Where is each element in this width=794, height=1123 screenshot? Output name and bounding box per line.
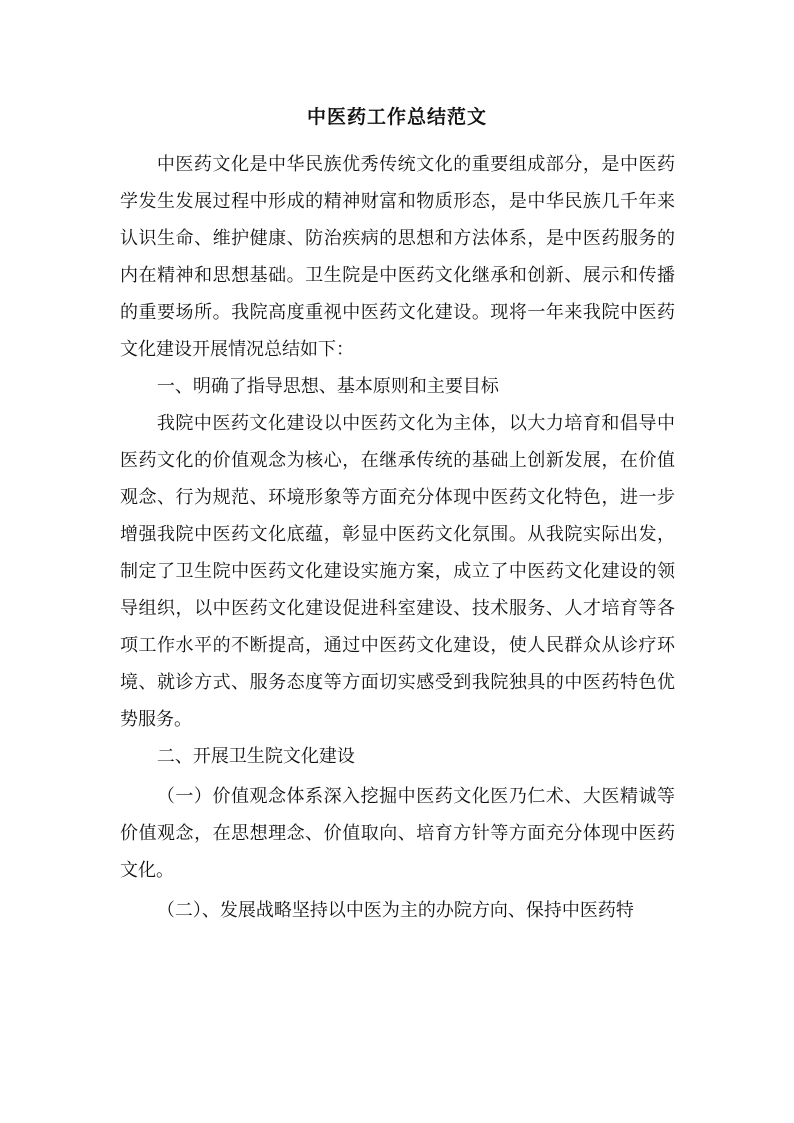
paragraph-section-1: 我院中医药文化建设以中医药文化为主体，以大力培育和倡导中医药文化的价值观念为核心，在继承传统的基础上创新发展，在价值观念、行为规范、环境形象等方面充分体现中医药文化特色，进一步增强我院中医药文化底蕴，彰显中医药文化氛围。从我院实际出发，制定了卫生院中医药文化建设实施方案，成立了中医药文化建设的领导组织，以中医药文化建设促进科室建设、技术服务、人才培育等各项工作水平的不断提高，通过中医药文化建设，使人民群众从诊疗环境、就诊方式、服务态度等方面切实感受到我院独具的中医药特色优势服务。 — [120, 413, 675, 730]
section-heading-1: 一、明确了指导思想、基本原则和主要目标 — [156, 376, 499, 397]
document-body — [120, 146, 675, 929]
document-title: 中医药工作总结范文 — [306, 106, 487, 128]
paragraph-subsection-2: （二）、发展战略坚持以中医为主的办院方向、保持中医药特 — [156, 900, 634, 921]
paragraph-intro: 中医药文化是中华民族优秀传统文化的重要组成部分，是中医药学发生发展过程中形成的精神财富和物质形态，是中华民族几千年来认识生命、维护健康、防治疾病的思想和方法体系，是中医药服务的内在精神和思想基础。卫生院是中医药文化继承和创新、展示和传播的重要场所。我院高度重视中医药文化建设。现将一年来我院中医药文化建设开展情况总结如下： — [120, 154, 675, 360]
paragraph-subsection-1: （一）价值观念体系深入挖掘中医药文化医乃仁术、大医精诚等价值观念，在思想理念、价值取向、培育方针等方面充分体现中医药文化。 — [120, 786, 675, 881]
section-heading-2: 二、开展卫生院文化建设 — [156, 746, 355, 767]
